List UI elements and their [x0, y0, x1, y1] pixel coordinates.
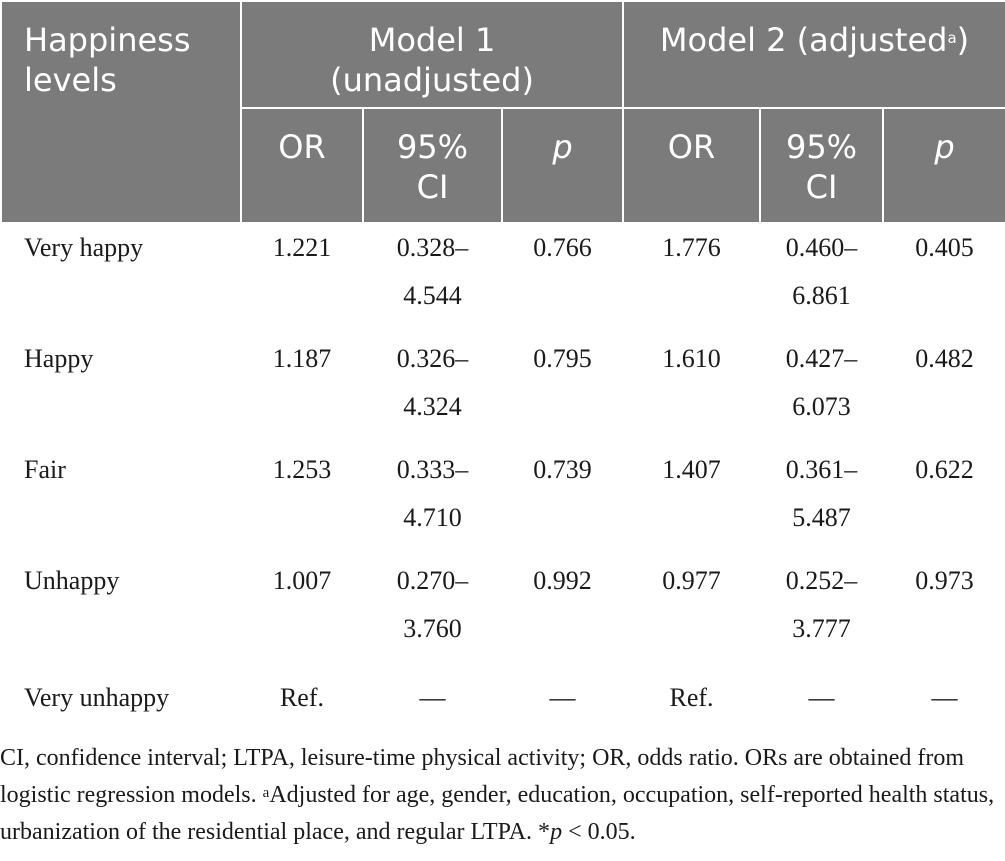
m1-or-cell: 1.221: [241, 223, 363, 334]
footnote-marker: a: [947, 29, 957, 47]
m2-or-cell: Ref.: [623, 667, 760, 724]
row-label: Very happy: [1, 223, 241, 334]
row-label: Fair: [1, 445, 241, 556]
m1-or-cell: 1.007: [241, 556, 363, 667]
table-row: [1, 223, 1005, 334]
m2-ci-cell: 0.252– 3.777: [760, 556, 883, 667]
m1-ci-cell: 0.333– 4.710: [363, 445, 502, 556]
m2-or-cell: 0.977: [623, 556, 760, 667]
m1-ci-cell: 0.326– 4.324: [363, 334, 502, 445]
m2-p-cell: 0.482: [883, 334, 1005, 445]
header-model-1: Model 1 (unadjusted): [241, 1, 623, 108]
m2-or-cell: 1.610: [623, 334, 760, 445]
m1-p-cell: 0.766: [502, 223, 623, 334]
m2-ci-cell: 0.361– 5.487: [760, 445, 883, 556]
p-symbol: p: [550, 819, 563, 845]
table-row: [1, 445, 1005, 556]
table-body: [1, 223, 1005, 724]
m1-ci-cell: 0.270– 3.760: [363, 556, 502, 667]
header-m1-p: p: [502, 108, 623, 223]
m1-p-cell: 0.795: [502, 334, 623, 445]
table-header: [1, 1, 1005, 223]
m1-or-cell: Ref.: [241, 667, 363, 724]
m2-ci-cell: —: [760, 667, 883, 724]
m2-ci-cell: 0.427– 6.073: [760, 334, 883, 445]
header-m1-ci: 95% CI: [363, 108, 502, 223]
header-row-models: [1, 1, 1005, 108]
m1-or-cell: 1.187: [241, 334, 363, 445]
m2-p-cell: 0.405: [883, 223, 1005, 334]
header-m1-or: OR: [241, 108, 363, 223]
row-label: Unhappy: [1, 556, 241, 667]
m2-or-cell: 1.407: [623, 445, 760, 556]
m1-p-cell: 0.739: [502, 445, 623, 556]
table-row: [1, 334, 1005, 445]
header-happiness-levels: Happiness levels: [1, 1, 241, 223]
table-footnote: CI, confidence interval; LTPA, leisure-time physical activity; OR, odds ratio. ORs are obtained from logistic regression models. $^a$Adjusted for age, gender, education, occupation, self-reported health status, urbanization of the residential place, and regular LTPA. *p < 0.05.: [0, 745, 995, 845]
footnote-marker: a: [262, 785, 270, 801]
m2-ci-cell: 0.460– 6.861: [760, 223, 883, 334]
header-m2-ci: 95% CI: [760, 108, 883, 223]
header-m2-or: OR: [623, 108, 760, 223]
m1-p-cell: —: [502, 667, 623, 724]
row-label: Very unhappy: [1, 667, 241, 724]
header-m2-p: p: [883, 108, 1005, 223]
header-model-2: Model 2 (adjusted$^a$): [623, 1, 1005, 108]
table-row: [1, 556, 1005, 667]
m1-p-cell: 0.992: [502, 556, 623, 667]
row-label: Happy: [1, 334, 241, 445]
m2-p-cell: 0.973: [883, 556, 1005, 667]
m2-p-cell: 0.622: [883, 445, 1005, 556]
m2-p-cell: —: [883, 667, 1005, 724]
table-row: [1, 667, 1005, 724]
m1-or-cell: 1.253: [241, 445, 363, 556]
m2-or-cell: 1.776: [623, 223, 760, 334]
m1-ci-cell: —: [363, 667, 502, 724]
m1-ci-cell: 0.328– 4.544: [363, 223, 502, 334]
